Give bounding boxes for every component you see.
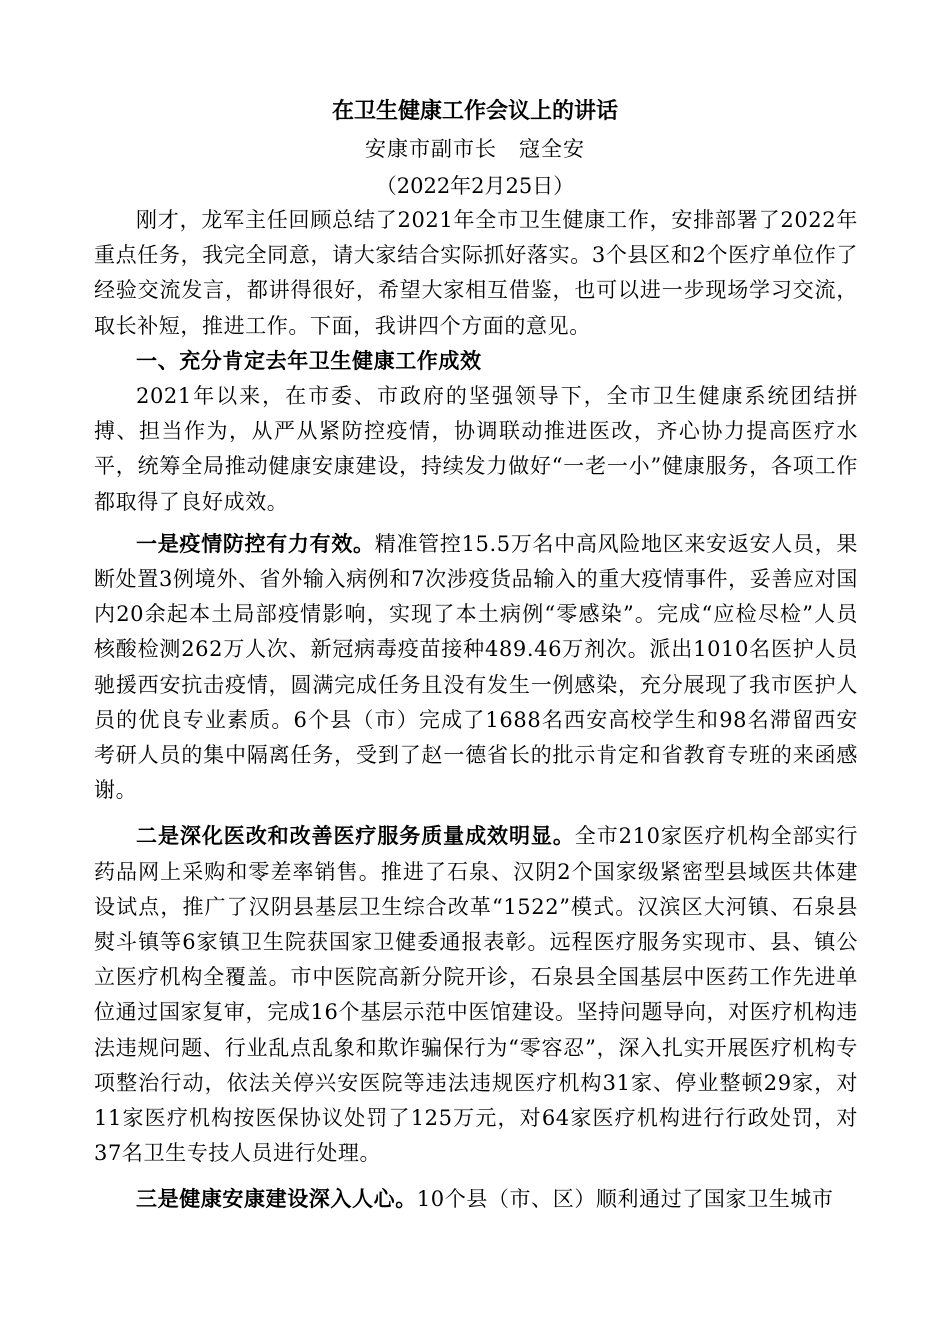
paragraph-intro: 刚才，龙军主任回顾总结了2021年全市卫生健康工作，安排部署了2022年重点任务，我完全同意，请大家结合实际抓好落实。3个县区和2个医疗单位作了经验交流发言，都讲得很好，希望大家相互借鉴，也可以进一步现场学习交流，取长补短，推进工作。下面，我讲四个方面的意见。 <box>94 208 858 338</box>
speech-date: （2022年2月25日） <box>375 174 575 198</box>
paragraph-epidemic-control <box>94 526 858 809</box>
paragraph-medical-reform <box>94 818 858 1171</box>
document-body <box>94 203 858 1218</box>
document-title: 在卫生健康工作会议上的讲话 <box>331 98 618 124</box>
paragraph-healthy-ankang <box>94 1181 858 1217</box>
paragraph-lead: 一是疫情防控有力有效。 <box>136 530 375 556</box>
paragraph-text: 全市210家医疗机构全部实行药品网上采购和零差率销售。推进了石泉、汉阴2个国家级紧密型县域医共体建设试点，推广了汉阴县基层卫生综合改革“1522”模式。汉滨区大河镇、石泉县熨斗镇等6家镇卫生院获国家卫健委通报表彰。远程医疗服务实现市、县、镇公立医疗机构全覆盖。市中医院高新分院开诊，石泉县全国基层中医药工作先进单位通过国家复审，完成16个基层示范中医馆建设。坚持问题导向，对医疗机构违法违规问题、行业乱点乱象和欺诈骗保行为“零容忍”，深入扎实开展医疗机构专项整治行动，依法关停兴安医院等违法违规医疗机构31家、停业整顿29家，对11家医疗机构按医保协议处罚了125万元，对64家医疗机构进行行政处罚，对37名卫生专技人员进行处理。 <box>94 824 859 1166</box>
paragraph-text: 10个县（市、区）顺利通过了国家卫生城市 <box>416 1187 834 1212</box>
author-line <box>0 134 950 164</box>
paragraph-overview: 2021年以来，在市委、市政府的坚强领导下，全市卫生健康系统团结拼搏、担当作为，从严从紧防控疫情，协调联动推进医改，齐心协力提高医疗水平，统筹全局推动健康安康建设，持续发力做好“一老一小”健康服务，各项工作都取得了良好成效。 <box>94 384 858 514</box>
author-role: 安康市副市长 <box>365 137 497 161</box>
paragraph-lead: 三是健康安康建设深入人心。 <box>136 1186 417 1212</box>
author-name: 寇全安 <box>519 137 585 161</box>
paragraph-text: 精准管控15.5万名中高风险地区来安返安人员，果断处置3例境外、省外输入病例和7次涉疫货品输入的重大疫情事件，妥善应对国内20余起本土局部疫情影响，实现了本土病例“零感染”。完成“应检尽检”人员核酸检测262万人次、新冠病毒疫苗接种489.46万剂次。派出1010名医护人员驰援西安抗击疫情，圆满完成任务且没有发生一例感染，充分展现了我市医护人员的优良专业素质。6个县（市）完成了1688名西安高校学生和98名滞留西安考研人员的集中隔离任务，受到了赵一德省长的批示肯定和省教育专班的来函感谢。 <box>94 531 858 803</box>
section-heading-1: 一、充分肯定去年卫生健康工作成效 <box>136 348 482 373</box>
paragraph-lead: 二是深化医改和改善医疗服务质量成效明显。 <box>136 823 575 849</box>
